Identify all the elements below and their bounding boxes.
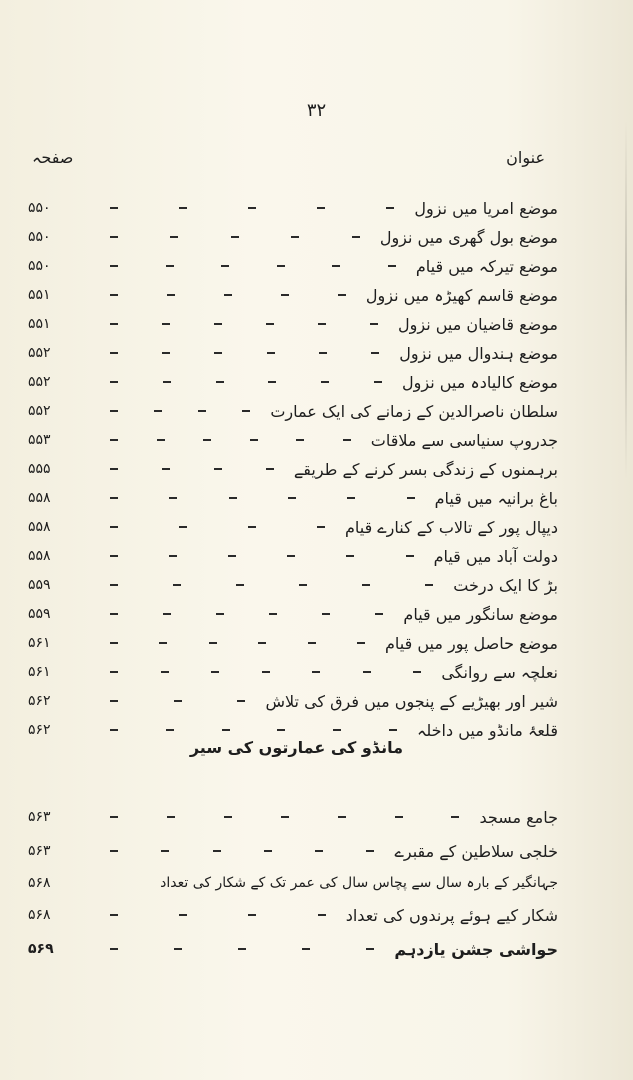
toc-entry bbox=[28, 541, 558, 571]
toc-entry bbox=[28, 425, 558, 455]
dot-leader bbox=[80, 526, 339, 528]
toc-entry-page: ۵۶۲ bbox=[28, 722, 51, 738]
toc-entry-page: ۵۵۱ bbox=[28, 287, 51, 303]
column-header-title: عنوان bbox=[506, 148, 545, 167]
toc-entry-page: ۵۶۱ bbox=[28, 664, 51, 680]
toc-entry-page: ۵۵۸ bbox=[28, 490, 51, 506]
toc-entry bbox=[28, 454, 558, 484]
toc-entry bbox=[28, 309, 558, 339]
toc-entry-title: موضع ہندوال میں نزول bbox=[399, 343, 558, 363]
toc-entry-page: ۵۵۹ bbox=[28, 577, 51, 593]
dot-leader bbox=[80, 700, 259, 702]
column-header-page: صفحہ bbox=[32, 148, 74, 167]
toc-entry-page: ۵۵۱ bbox=[28, 316, 51, 332]
toc-entry-title: قلعۂ مانڈو میں داخلہ bbox=[416, 720, 558, 740]
toc-entry bbox=[28, 868, 558, 898]
toc-entry-page: ۵۵۸ bbox=[28, 519, 51, 535]
toc-entry bbox=[28, 367, 558, 397]
toc-entry-page: ۵۵۹ bbox=[28, 606, 51, 622]
toc-entry-page: ۵۵۵ bbox=[28, 461, 51, 477]
toc-entry bbox=[28, 338, 558, 368]
toc-entry bbox=[28, 599, 558, 629]
toc-entry-title: شکار کیے ہوئے پرندوں کی تعداد bbox=[345, 905, 558, 925]
toc-entry bbox=[28, 251, 558, 281]
toc-entry-page: ۵۵۲ bbox=[28, 345, 51, 361]
dot-leader bbox=[80, 207, 408, 209]
toc-entry-title: خلجی سلاطین کے مقبرے bbox=[394, 841, 558, 861]
toc-entry-title: موضع امریا میں نزول bbox=[414, 198, 558, 218]
toc-entry-title: نعلچہ سے روانگی bbox=[441, 662, 558, 682]
toc-entry-page: ۵۶۸ bbox=[28, 907, 51, 923]
toc-entry-title: موضع سانگور میں قیام bbox=[403, 604, 558, 624]
dot-leader bbox=[80, 468, 288, 470]
toc-entry bbox=[28, 900, 558, 930]
toc-entry-page: ۵۵۲ bbox=[28, 403, 51, 419]
dot-leader bbox=[80, 914, 340, 916]
toc-entry bbox=[28, 570, 558, 600]
page-number: ۳۲ bbox=[306, 100, 327, 121]
toc-entry-page: ۵۵۳ bbox=[28, 432, 51, 448]
toc-entry-title: جامع مسجد bbox=[479, 807, 558, 827]
toc-entry-title: موضع حاصل پور میں قیام bbox=[384, 633, 558, 653]
dot-leader bbox=[80, 555, 428, 557]
dot-leader bbox=[80, 850, 389, 852]
dot-leader bbox=[80, 323, 392, 325]
toc-entry bbox=[28, 934, 558, 964]
toc-entry-title: برہمنوں کے زندگی بسر کرنے کے طریقے bbox=[293, 459, 558, 479]
toc-entry-title: موضع قاسم کھیڑہ میں نزول bbox=[365, 285, 558, 305]
toc-entry-page: ۵۵۰ bbox=[28, 200, 51, 216]
toc-entry-title: سلطان ناصرالدین کے زمانے کی ایک عمارت bbox=[270, 401, 558, 421]
toc-entry-title: موضع بول گھری میں نزول bbox=[379, 227, 558, 247]
toc-entry-page: ۵۶۹ bbox=[28, 941, 54, 957]
dot-leader bbox=[80, 294, 360, 296]
toc-entry-title: جدروپ سنیاسی سے ملاقات bbox=[370, 430, 558, 450]
toc-entry bbox=[28, 802, 558, 832]
toc-entry bbox=[28, 483, 558, 513]
toc-entry-title: جہانگیر کے بارہ سال سے پچاس سال کی عمر تک کے شکار کی تعداد bbox=[160, 875, 558, 891]
toc-entry-title: باغ برانیہ میں قیام bbox=[434, 488, 558, 508]
toc-entry bbox=[28, 396, 558, 426]
toc-entry-page: ۵۵۰ bbox=[28, 258, 51, 274]
section-heading: مانڈو کی عمارتوں کی سیر bbox=[189, 738, 403, 757]
dot-leader bbox=[80, 948, 388, 950]
toc-entry bbox=[28, 628, 558, 658]
toc-entry-title: دیپال پور کے تالاب کے کنارے قیام bbox=[344, 517, 558, 537]
dot-leader bbox=[80, 816, 473, 818]
dot-leader bbox=[80, 439, 365, 441]
toc-entry-title: موضع قاضیان میں نزول bbox=[398, 314, 558, 334]
page-edge-shadow bbox=[625, 120, 627, 480]
toc-entry-page: ۵۵۸ bbox=[28, 548, 51, 564]
dot-leader bbox=[80, 729, 411, 731]
toc-entry bbox=[28, 836, 558, 866]
toc-entry-page: ۵۵۰ bbox=[28, 229, 51, 245]
toc-entry bbox=[28, 686, 558, 716]
toc-entry-page: ۵۶۱ bbox=[28, 635, 51, 651]
toc-entry-page: ۵۶۳ bbox=[28, 809, 51, 825]
dot-leader bbox=[80, 265, 410, 267]
dot-leader bbox=[80, 613, 397, 615]
toc-entry-title: حواشی جشن یازدہم bbox=[394, 939, 558, 959]
toc-entry bbox=[28, 193, 558, 223]
toc-entry-page: ۵۶۲ bbox=[28, 693, 51, 709]
toc-entry bbox=[28, 512, 558, 542]
dot-leader bbox=[80, 410, 264, 412]
dot-leader bbox=[80, 497, 429, 499]
toc-entry-title: شیر اور بھیڑیے کے پنجوں میں فرق کی تلاش bbox=[265, 691, 558, 711]
dot-leader bbox=[80, 671, 435, 673]
toc-entry bbox=[28, 657, 558, 687]
toc-entry-page: ۵۶۸ bbox=[28, 875, 51, 891]
toc-entry-title: موضع کالیادہ میں نزول bbox=[402, 372, 558, 392]
toc-entry-page: ۵۵۲ bbox=[28, 374, 51, 390]
toc-entry-title: دولت آباد میں قیام bbox=[433, 546, 558, 566]
dot-leader bbox=[80, 352, 393, 354]
toc-entry-page: ۵۶۳ bbox=[28, 843, 51, 859]
toc-entry bbox=[28, 222, 558, 252]
dot-leader bbox=[80, 584, 447, 586]
toc-entry-title: بڑ کا ایک درخت bbox=[453, 575, 558, 595]
dot-leader bbox=[80, 381, 396, 383]
dot-leader bbox=[80, 642, 379, 644]
dot-leader bbox=[80, 236, 374, 238]
toc-entry-title: موضع تیرکہ میں قیام bbox=[415, 256, 558, 276]
toc-entry bbox=[28, 280, 558, 310]
